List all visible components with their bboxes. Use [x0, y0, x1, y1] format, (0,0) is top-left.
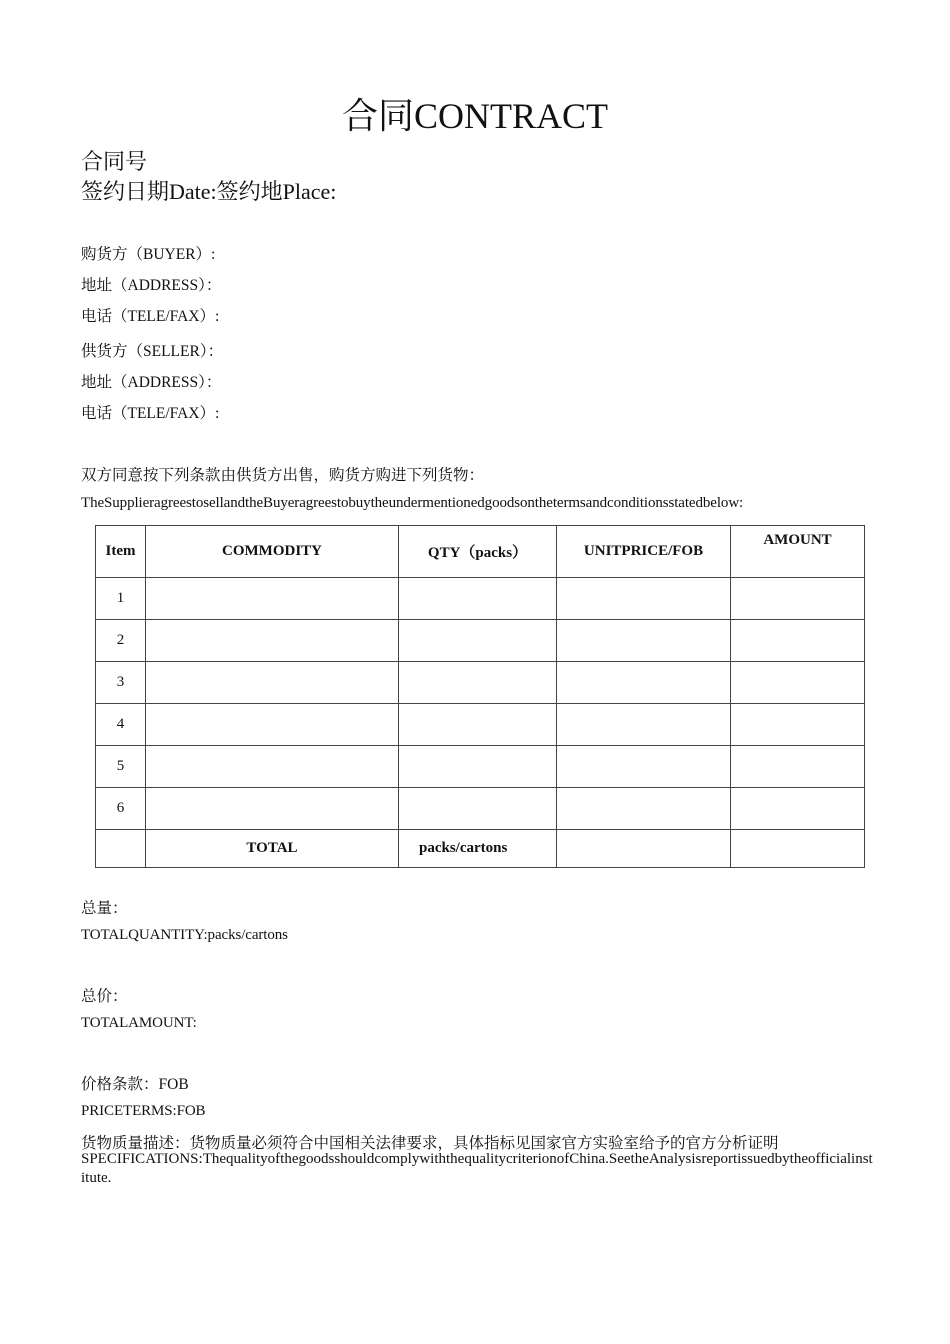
total-amount-english: TOTALAMOUNT:: [81, 1015, 197, 1031]
total-quantity-english: TOTALQUANTITY:packs/cartons: [81, 927, 288, 943]
amount-cell[interactable]: [731, 662, 865, 704]
unit-price-cell[interactable]: [557, 662, 731, 704]
total-qty-unit: packs/cartons: [399, 830, 557, 868]
total-unit-price-cell[interactable]: [557, 830, 731, 868]
goods-table: [95, 525, 865, 868]
specifications-english: SPECIFICATIONS:ThequalityofthegoodsshouldcomplywiththequalitycriterionofChina.SeetheAnalysisreportissuedbytheofficialinstitute.: [81, 1151, 873, 1186]
quality-description-chinese: 货物质量描述：货物质量必须符合中国相关法律要求，具体指标见国家官方实验室给予的官方分析证明: [81, 1135, 779, 1152]
price-terms-english: PRICETERMS:FOB: [81, 1103, 206, 1119]
item-number: 3: [96, 662, 146, 704]
item-number: 5: [96, 746, 146, 788]
buyer-address-label: 地址（ADDRESS）：: [81, 277, 222, 294]
commodity-cell[interactable]: [146, 704, 399, 746]
agreement-chinese: 双方同意按下列条款由供货方出售，购货方购进下列货物：: [81, 467, 485, 484]
table-row: [96, 746, 865, 788]
contract-title: 合同CONTRACT: [341, 96, 608, 136]
commodity-cell[interactable]: [146, 578, 399, 620]
buyer-label: 购货方（BUYER）:: [81, 246, 216, 263]
header-commodity: COMMODITY: [146, 526, 399, 578]
date-place-label: 签约日期Date:签约地Place:: [81, 179, 337, 204]
item-number: 1: [96, 578, 146, 620]
table-row: [96, 620, 865, 662]
header-unit-price: UNITPRICE/FOB: [557, 526, 731, 578]
amount-cell[interactable]: [731, 746, 865, 788]
total-quantity-chinese: 总量：: [81, 900, 128, 917]
total-row: [96, 830, 865, 868]
header-item: Item: [96, 526, 146, 578]
unit-price-cell[interactable]: [557, 704, 731, 746]
qty-cell[interactable]: [399, 788, 557, 830]
item-number: 6: [96, 788, 146, 830]
qty-cell[interactable]: [399, 746, 557, 788]
contract-number-label: 合同号: [81, 149, 148, 174]
total-amount-chinese: 总价：: [81, 988, 128, 1005]
commodity-cell[interactable]: [146, 746, 399, 788]
seller-address-label: 地址（ADDRESS）：: [81, 374, 222, 391]
total-empty-cell: [96, 830, 146, 868]
seller-label: 供货方（SELLER）：: [81, 343, 224, 360]
table-row: [96, 788, 865, 830]
amount-cell[interactable]: [731, 620, 865, 662]
qty-cell[interactable]: [399, 662, 557, 704]
table-header-row: [96, 526, 865, 578]
table-row: [96, 662, 865, 704]
seller-tel-label: 电话（TELE/FAX）:: [81, 405, 220, 422]
amount-cell[interactable]: [731, 788, 865, 830]
item-number: 4: [96, 704, 146, 746]
unit-price-cell[interactable]: [557, 620, 731, 662]
unit-price-cell[interactable]: [557, 578, 731, 620]
qty-cell[interactable]: [399, 704, 557, 746]
price-terms-chinese: 价格条款：FOB: [81, 1076, 189, 1093]
item-number: 2: [96, 620, 146, 662]
commodity-cell[interactable]: [146, 620, 399, 662]
unit-price-cell[interactable]: [557, 746, 731, 788]
commodity-cell[interactable]: [146, 662, 399, 704]
unit-price-cell[interactable]: [557, 788, 731, 830]
header-qty: QTY（packs）: [399, 526, 557, 578]
amount-cell[interactable]: [731, 578, 865, 620]
total-label: TOTAL: [146, 830, 399, 868]
buyer-tel-label: 电话（TELE/FAX）:: [81, 308, 220, 325]
qty-cell[interactable]: [399, 578, 557, 620]
agreement-english: TheSupplieragreestosellandtheBuyeragreestobuytheundermentionedgoodsonthetermsandconditionsstatedbelow:: [81, 495, 744, 511]
total-amount-cell[interactable]: [731, 830, 865, 868]
qty-cell[interactable]: [399, 620, 557, 662]
amount-cell[interactable]: [731, 704, 865, 746]
table-row: [96, 578, 865, 620]
table-row: [96, 704, 865, 746]
header-amount: AMOUNT: [731, 526, 865, 578]
commodity-cell[interactable]: [146, 788, 399, 830]
